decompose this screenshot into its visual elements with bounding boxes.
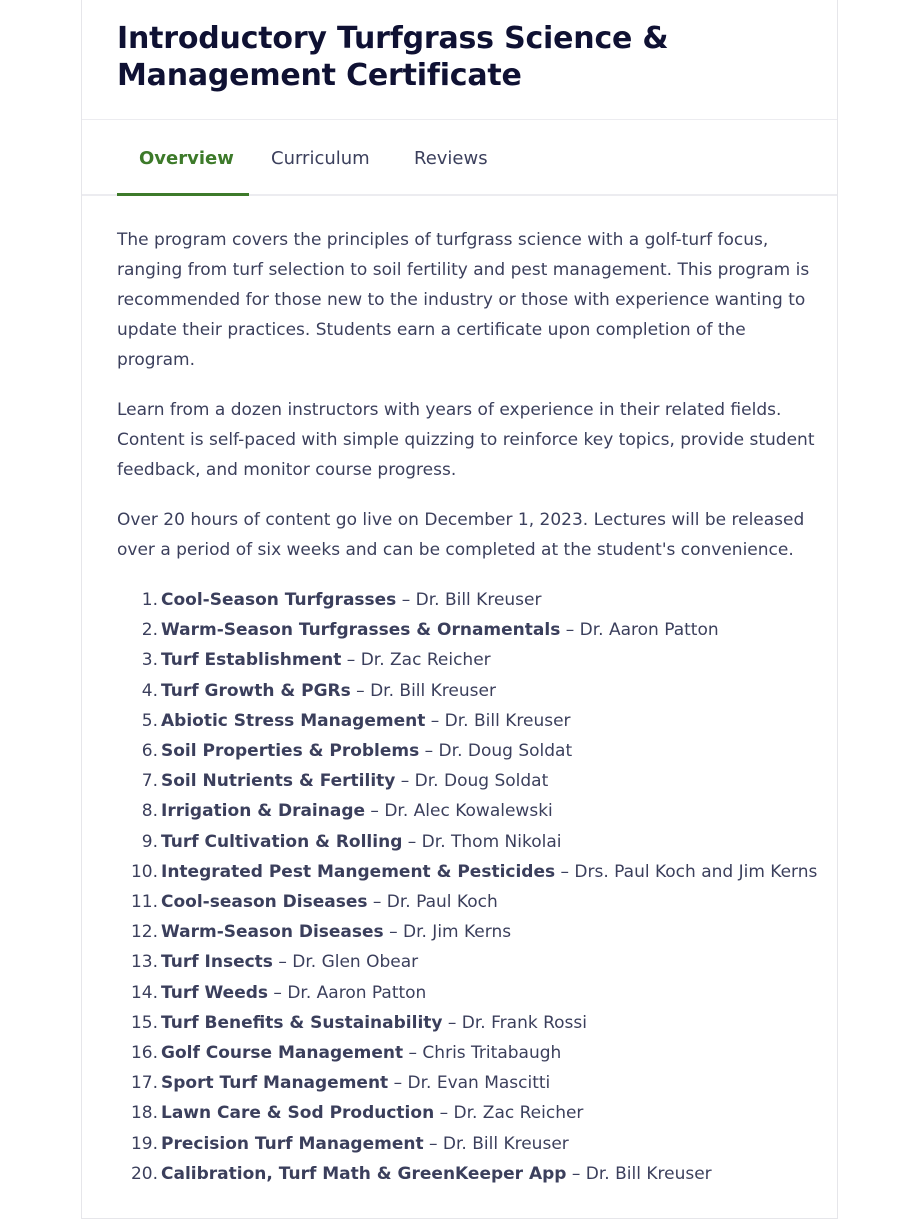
module-title: Turf Benefits & Sustainability	[161, 1012, 443, 1033]
module-item	[117, 887, 817, 917]
module-item	[117, 1098, 817, 1128]
module-instructor: – Dr. Bill Kreuser	[423, 1133, 569, 1154]
module-title: Warm-Season Turfgrasses & Ornamentals	[161, 620, 561, 641]
module-title: Golf Course Management	[161, 1043, 404, 1064]
module-number: 10.	[130, 861, 158, 882]
module-number: 4.	[141, 680, 158, 701]
module-title: Precision Turf Management	[161, 1133, 424, 1154]
tab-bar	[82, 120, 837, 196]
module-item	[117, 978, 817, 1008]
module-instructor: – Dr. Doug Soldat	[395, 771, 549, 792]
module-instructor: – Dr. Zac Reicher	[434, 1103, 584, 1124]
tab-overview[interactable]: Overview	[139, 148, 234, 169]
module-number: 11.	[130, 892, 158, 913]
module-item	[117, 645, 817, 675]
module-item	[117, 947, 817, 977]
active-tab-indicator	[117, 193, 249, 196]
module-number: 18.	[130, 1103, 158, 1124]
module-instructor: – Dr. Glen Obear	[272, 952, 419, 973]
module-item	[117, 1159, 817, 1189]
module-number: 7.	[141, 771, 158, 792]
module-number: 14.	[130, 982, 158, 1003]
module-item	[117, 736, 817, 766]
module-item	[117, 857, 817, 887]
module-title: Warm-Season Diseases	[161, 922, 384, 943]
course-header	[82, 0, 837, 120]
module-title: Soil Nutrients & Fertility	[161, 771, 396, 792]
module-instructor: – Dr. Alec Kowalewski	[365, 801, 553, 822]
module-title: Turf Cultivation & Rolling	[161, 831, 403, 852]
module-title: Cool-season Diseases	[161, 892, 368, 913]
module-title: Abiotic Stress Management	[161, 710, 426, 731]
tab-reviews[interactable]: Reviews	[414, 148, 488, 169]
module-number: 15.	[130, 1012, 158, 1033]
module-instructor: – Drs. Paul Koch and Jim Kerns	[555, 861, 818, 882]
module-number: 13.	[130, 952, 158, 973]
module-number: 8.	[141, 801, 158, 822]
module-item	[117, 796, 817, 826]
module-instructor: – Dr. Bill Kreuser	[566, 1163, 712, 1184]
module-instructor: – Dr. Thom Nikolai	[402, 831, 562, 852]
module-title: Integrated Pest Mangement & Pesticides	[161, 861, 556, 882]
module-number: 3.	[141, 650, 158, 671]
module-list	[117, 585, 817, 1189]
module-instructor: – Dr. Bill Kreuser	[350, 680, 496, 701]
module-number: 19.	[130, 1133, 158, 1154]
overview-paragraph: The program covers the principles of turfgrass science with a golf-turf focus, ranging from turf selection to soil fertility and pest management. This program is recommended for those new to the industry or those with experience wanting to update their practices. Students earn a certificate upon completion of the program.	[117, 230, 810, 370]
module-number: 20.	[130, 1163, 158, 1184]
module-title: Calibration, Turf Math & GreenKeeper App	[161, 1163, 567, 1184]
module-number: 6.	[141, 741, 158, 762]
module-title: Turf Growth & PGRs	[161, 680, 351, 701]
module-instructor: – Dr. Bill Kreuser	[396, 590, 542, 610]
module-number: 9.	[141, 831, 158, 852]
module-title: Turf Insects	[161, 952, 273, 973]
module-title: Sport Turf Management	[161, 1073, 389, 1094]
module-item	[117, 585, 817, 615]
module-instructor: – Dr. Doug Soldat	[419, 741, 573, 762]
overview-paragraph: Over 20 hours of content go live on December 1, 2023. Lectures will be released over a period of six weeks and can be completed at the student's convenience.	[117, 510, 805, 560]
module-number: 12.	[130, 922, 158, 943]
module-item	[117, 766, 817, 796]
module-number: 5.	[141, 710, 158, 731]
module-title: Lawn Care & Sod Production	[161, 1103, 435, 1124]
module-item	[117, 917, 817, 947]
module-item	[117, 1068, 817, 1098]
module-instructor: – Dr. Jim Kerns	[383, 922, 512, 943]
tab-curriculum[interactable]: Curriculum	[271, 148, 370, 169]
page-title: Introductory Turfgrass Science & Management Certificate	[117, 21, 669, 93]
module-item	[117, 676, 817, 706]
overview-paragraph: Learn from a dozen instructors with years of experience in their related fields. Content is self-paced with simple quizzing to reinforce key topics, provide student feedback, and monitor course progress.	[117, 400, 815, 480]
module-instructor: – Dr. Frank Rossi	[442, 1012, 587, 1033]
module-instructor: – Dr. Bill Kreuser	[425, 710, 571, 731]
module-instructor: – Dr. Aaron Patton	[268, 982, 427, 1003]
module-title: Soil Properties & Problems	[161, 741, 420, 762]
module-number: 1.	[141, 590, 158, 610]
module-item	[117, 615, 817, 645]
module-instructor: – Chris Tritabaugh	[403, 1043, 562, 1064]
overview-content	[117, 225, 817, 1189]
module-title: Cool-Season Turfgrasses	[161, 590, 397, 610]
module-title: Turf Weeds	[161, 982, 269, 1003]
module-item	[117, 706, 817, 736]
module-instructor: – Dr. Paul Koch	[367, 892, 498, 913]
module-item	[117, 1008, 817, 1038]
module-number: 16.	[130, 1043, 158, 1064]
course-card	[81, 0, 838, 1219]
module-title: Irrigation & Drainage	[161, 801, 366, 822]
module-title: Turf Establishment	[161, 650, 342, 671]
module-item	[117, 1129, 817, 1159]
module-number: 17.	[130, 1073, 158, 1094]
module-item	[117, 827, 817, 857]
module-instructor: – Dr. Aaron Patton	[560, 620, 719, 641]
module-number: 2.	[141, 620, 158, 641]
module-item	[117, 1038, 817, 1068]
module-instructor: – Dr. Zac Reicher	[341, 650, 491, 671]
module-instructor: – Dr. Evan Mascitti	[388, 1073, 551, 1094]
